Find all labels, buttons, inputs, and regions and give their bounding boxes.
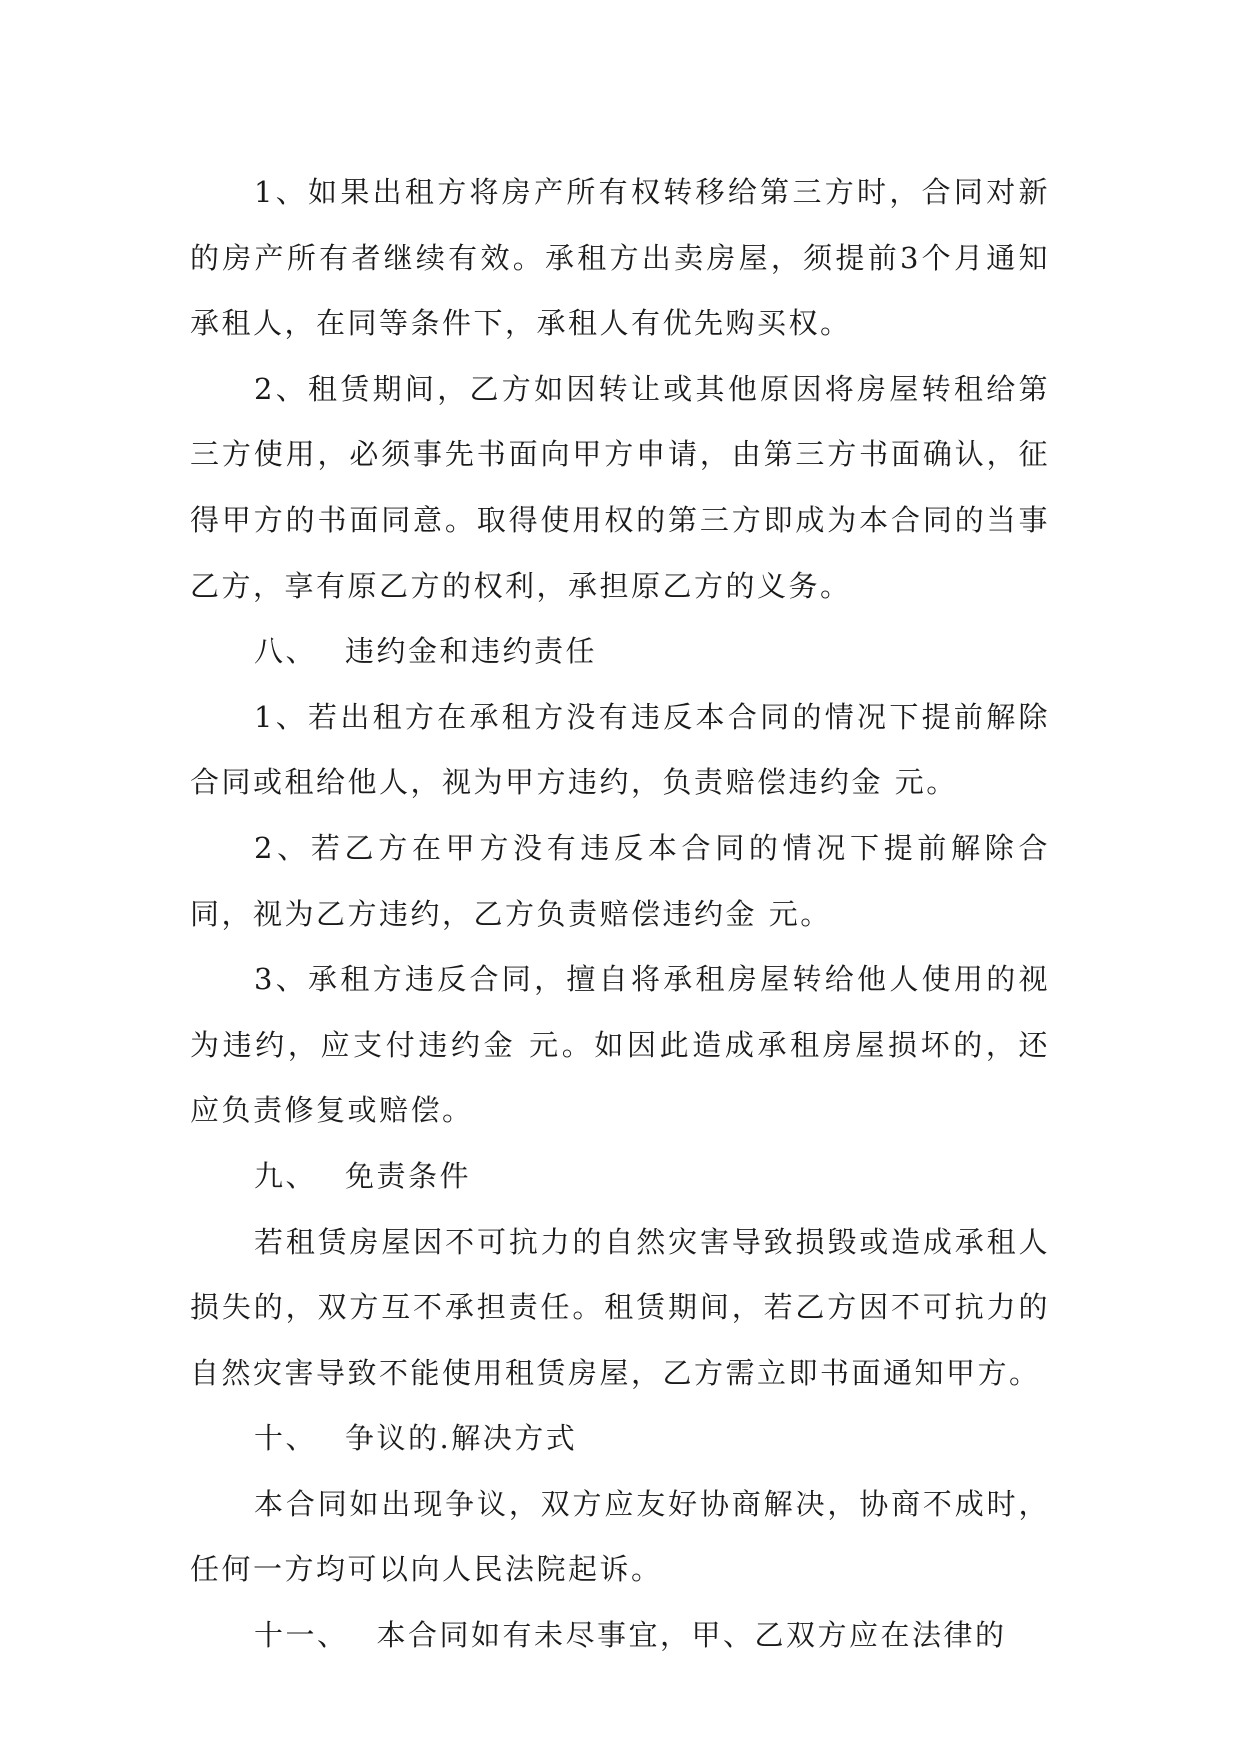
clause-paragraph: 1、若出租方在承租方没有违反本合同的情况下提前解除合同或租给他人，视为甲方违约，负责赔偿违约金 元。 [190,699,1050,800]
document-page [190,160,1050,1669]
clause-paragraph: 3、承租方违反合同，擅自将承租房屋转给他人使用的视为违约，应支付违约金 元。如因此造成承租房屋损坏的，还应负责修复或赔偿。 [190,962,1050,1128]
section-heading [190,619,1050,685]
section-title: 免责条件 [345,1158,472,1193]
clause-paragraph: 本合同如出现争议，双方应友好协商解决，协商不成时，任何一方均可以向人民法院起诉。 [190,1486,1050,1587]
section-number: 十、 [254,1421,318,1456]
clause-paragraph: 1、如果出租方将房产所有权转移给第三方时，合同对新的房产所有者继续有效。承租方出卖房屋，须提前3个月通知承租人，在同等条件下，承租人有优先购买权。 [190,175,1050,341]
section-number: 十一、 [254,1618,349,1653]
section-title: 本合同如有未尽事宜，甲、乙双方应在法律的 [376,1618,1007,1653]
section-heading [190,1603,1050,1669]
section-number: 九、 [254,1158,318,1193]
section-title: 争议的.解决方式 [345,1421,578,1456]
clause-paragraph: 2、若乙方在甲方没有违反本合同的情况下提前解除合同，视为乙方违约，乙方负责赔偿违约金 元。 [190,830,1050,931]
section-heading [190,1406,1050,1472]
section-number: 八、 [254,634,318,669]
section-title: 违约金和违约责任 [345,634,598,669]
section-heading [190,1144,1050,1210]
clause-paragraph: 2、租赁期间，乙方如因转让或其他原因将房屋转租给第三方使用，必须事先书面向甲方申请，由第三方书面确认，征得甲方的书面同意。取得使用权的第三方即成为本合同的当事乙方，享有原乙方的权利，承担原乙方的义务。 [190,371,1050,603]
clause-paragraph: 若租赁房屋因不可抗力的自然灾害导致损毁或造成承租人损失的，双方互不承担责任。租赁期间，若乙方因不可抗力的自然灾害导致不能使用租赁房屋，乙方需立即书面通知甲方。 [190,1224,1050,1390]
